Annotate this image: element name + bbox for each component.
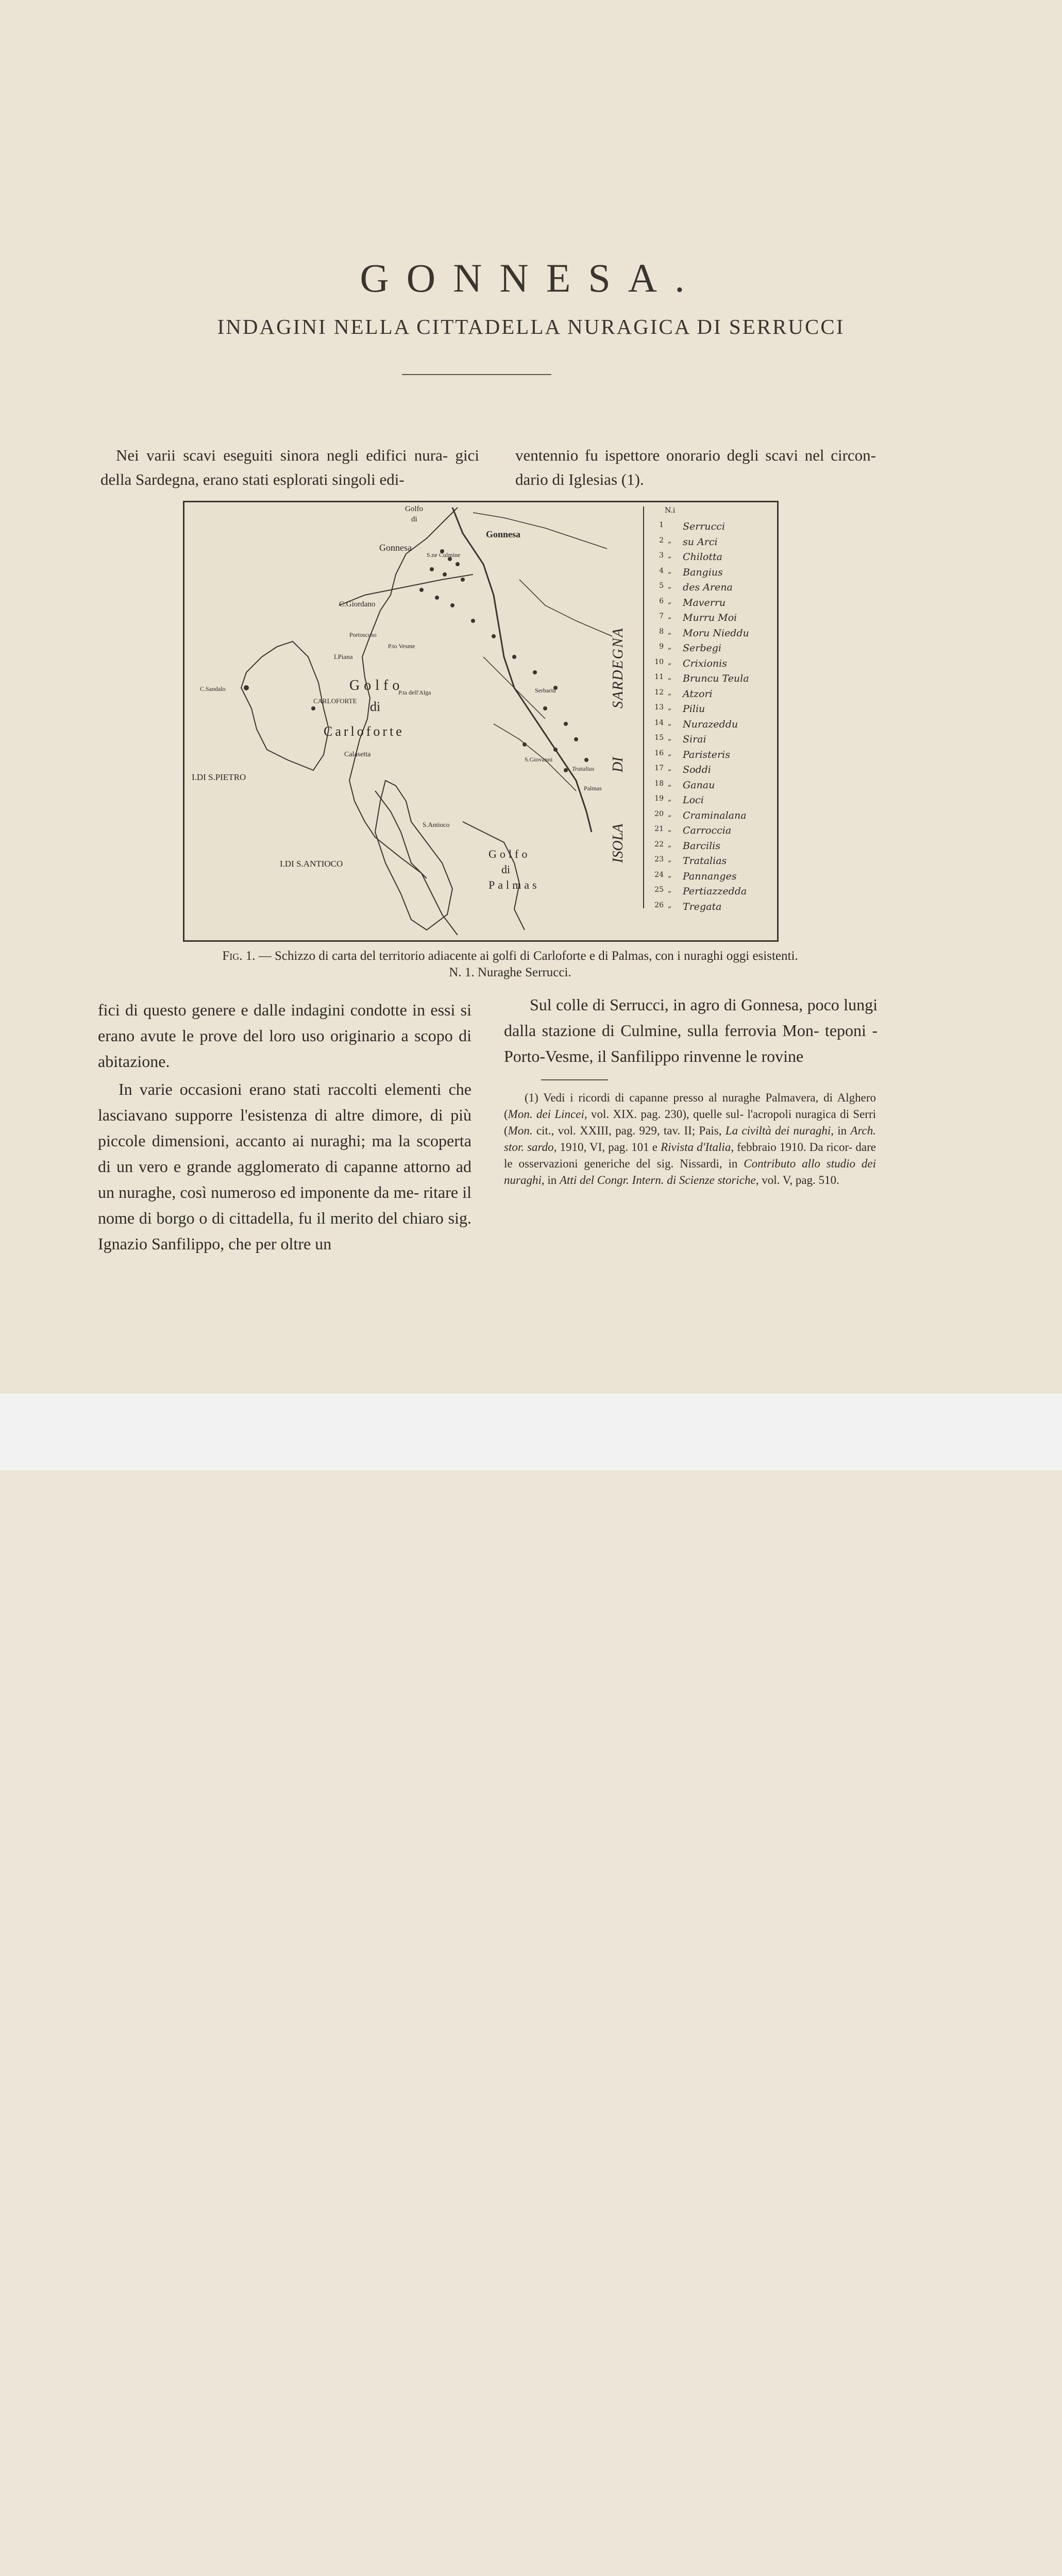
legend-ditto-mark: „	[668, 840, 672, 849]
legend-nuraghe-name: Pannanges	[683, 870, 737, 882]
legend-row	[644, 551, 773, 567]
legend-number: 16	[654, 749, 664, 757]
footnote-text-2: , vol. XIX. pag. 230), quelle sul- l'acropoli nuragica di Serri (	[504, 1108, 876, 1137]
legend-ditto-mark: „	[668, 825, 672, 833]
legend-ditto-mark: „	[668, 749, 672, 757]
legend-number: 14	[654, 718, 664, 727]
legend-number: 19	[654, 794, 664, 803]
body-paragraph-3: Sul colle di Serrucci, in agro di Gonnesa, poco lungi dalla stazione di Culmine, sulla ferrovia Mon- teponi - Porto-Vesme, il Sanfilippo rinvenne le rovine	[504, 995, 878, 1065]
legend-nuraghe-name: Maverru	[683, 597, 726, 608]
legend-number: 15	[654, 734, 664, 742]
map-label-isola-1: ISOLA	[610, 823, 626, 863]
caption-figure-label: Fig. 1.	[222, 949, 256, 963]
footnote-text-6: , febbraio 1910. Da ricor- dare le osservazioni generiche del sig. Nissardi, in	[504, 1141, 876, 1170]
legend-ditto-mark: „	[668, 536, 672, 545]
page-subtitle: INDAGINI NELLA CITTADELLA NURAGICA DI SERRUCCI	[217, 315, 845, 338]
legend-number: 12	[654, 688, 664, 697]
legend-number: 5	[659, 582, 664, 590]
legend-row	[644, 886, 773, 901]
legend-number: 2	[659, 536, 664, 545]
map-label-tratalias: Tratalias	[572, 765, 595, 772]
footnote-italic-2: Mon.	[508, 1124, 533, 1137]
legend-nuraghe-name: Piliu	[683, 703, 705, 715]
legend-number: 6	[659, 597, 664, 605]
map-label-s-antioco-town: S.Antioco	[423, 821, 450, 828]
map-label-golfo-palmas-2: di	[501, 863, 511, 876]
legend-row	[644, 582, 773, 597]
legend-number: 9	[659, 642, 664, 651]
legend-number: 3	[659, 551, 664, 560]
legend-nuraghe-name: Carroccia	[683, 825, 732, 836]
legend-row	[644, 658, 773, 673]
map-label-carloforte-town: CARLOFORTE	[313, 697, 357, 705]
legend-nuraghe-name: Moru Nieddu	[683, 627, 749, 639]
map-label-golfo-palmas-1: Golfo	[488, 848, 531, 860]
legend-number: 18	[654, 779, 664, 788]
legend-ditto-mark: „	[668, 627, 672, 636]
legend-number: 22	[654, 840, 664, 849]
legend-number: 11	[654, 673, 664, 681]
caption-line-2: N. 1. Nuraghe Serrucci.	[449, 965, 571, 979]
footnote-text-8: , vol. V, pag. 510.	[755, 1174, 839, 1187]
legend-row	[644, 703, 773, 719]
footnote-text-1: Vedi i ricordi di capanne presso al nuraghe Palmavera, di Alghero (	[504, 1091, 876, 1121]
map-label-golfo-carloforte-2: di	[370, 699, 381, 714]
legend-ditto-mark: „	[668, 582, 672, 590]
legend-nuraghe-name: Sirai	[683, 734, 706, 745]
intro-column-left	[100, 443, 479, 492]
legend-ditto-mark: „	[668, 855, 672, 863]
map-figure	[183, 501, 779, 942]
legend-row	[644, 749, 773, 765]
footnote	[504, 1090, 876, 1189]
nuraghi-legend	[643, 506, 776, 912]
legend-ditto-mark: „	[668, 901, 672, 909]
legend-number: 7	[659, 612, 664, 620]
legend-ditto-mark: „	[668, 673, 672, 681]
legend-header-row	[644, 506, 773, 522]
map-label-piana: I.Piana	[334, 653, 353, 660]
map-label-culmine: S.ne Culmine	[427, 551, 461, 558]
footnote-text-7: , in	[541, 1174, 560, 1187]
map-label-golfo-gonnesa-3: Gonnesa	[379, 543, 412, 553]
footnote-mark: (1)	[525, 1091, 538, 1104]
legend-nuraghe-name: Atzori	[683, 688, 713, 700]
legend-number: 21	[654, 825, 664, 833]
legend-ditto-mark: „	[668, 734, 672, 742]
legend-ditto-mark: „	[668, 642, 672, 651]
legend-nuraghe-name: Serbegi	[683, 642, 721, 654]
legend-ditto-mark: „	[668, 612, 672, 620]
legend-header: N.i	[665, 506, 676, 515]
map-label-vesme: P.to Vesme	[388, 642, 415, 650]
legend-nuraghe-name: Serrucci	[683, 521, 726, 532]
map-label-s-pietro: I.DI S.PIETRO	[192, 772, 246, 782]
legend-row	[644, 901, 773, 917]
legend-ditto-mark: „	[668, 566, 672, 575]
legend-nuraghe-name: Pertiazzedda	[683, 886, 747, 897]
legend-nuraghe-name: Chilotta	[683, 551, 722, 563]
legend-nuraghe-name: Barcilis	[683, 840, 720, 852]
legend-ditto-mark: „	[668, 809, 672, 818]
legend-nuraghe-name: des Arena	[683, 582, 733, 593]
legend-row	[644, 628, 773, 643]
legend-number: 4	[659, 566, 664, 575]
legend-ditto-mark: „	[668, 597, 672, 605]
footnote-italic-5: Rivista d'Italia	[661, 1141, 731, 1154]
legend-row	[644, 764, 773, 779]
legend-nuraghe-name: Bruncu Teula	[683, 673, 749, 684]
legend-row	[644, 612, 773, 628]
legend-number: 1	[659, 521, 664, 529]
legend-nuraghe-name: Paristeris	[683, 749, 730, 760]
legend-nuraghe-name: Ganau	[683, 779, 715, 791]
legend-nuraghe-name: su Arci	[683, 536, 718, 548]
legend-ditto-mark: „	[668, 703, 672, 711]
map-label-sardegna: SARDEGNA	[610, 627, 626, 708]
map-label-golfo-palmas-3: Palmas	[488, 878, 540, 891]
body-column-right	[504, 992, 878, 1069]
legend-row	[644, 673, 773, 688]
map-label-palmas: Palmas	[584, 785, 602, 792]
intro-column-right	[515, 443, 876, 492]
legend-nuraghe-name: Nurazeddu	[683, 718, 738, 730]
footnote-italic-1: Mon. dei Lincei	[508, 1108, 584, 1121]
body-paragraph-2: In varie occasioni erano stati raccolti elementi che lasciavano supporre l'esistenza di altre dimore, di più piccole dimensioni, accanto ai nuraghi; ma la scoperta di un vero e grande agglomerato di capanne attorno ad un nuraghe, così numeroso ed imponente da me- ritare il nome di borgo o di cittadella, fu il merito del chiaro sig. Ignazio Sanfilippo, che per oltre un	[98, 1080, 471, 1253]
legend-row	[644, 871, 773, 886]
map-label-golfo-gonnesa-2: di	[411, 515, 417, 523]
map-label-golfo-carloforte-1: Golfo	[349, 677, 404, 693]
legend-number: 10	[654, 657, 664, 666]
map-label-giovanni: S.Giovanni	[525, 756, 553, 763]
caption-line-1	[124, 948, 897, 964]
legend-row	[644, 642, 773, 658]
legend-number: 26	[654, 901, 664, 909]
legend-row	[644, 567, 773, 582]
legend-row	[644, 794, 773, 810]
legend-number: 13	[654, 703, 664, 711]
legend-ditto-mark: „	[668, 870, 672, 879]
footnote-italic-7: Atti del Congr. Intern. di Scienze storiche	[559, 1174, 756, 1187]
legend-ditto-mark: „	[668, 551, 672, 560]
legend-row	[644, 719, 773, 734]
intro-paragraph-left: Nei varii scavi eseguiti sinora negli edifici nura- gici della Sardegna, erano stati esplorati singoli edi-	[100, 446, 479, 488]
map-label-serbariu: Serbariu	[535, 687, 556, 694]
legend-nuraghe-name: Tratalias	[683, 855, 727, 867]
footnote-italic-4: Arch. stor. sardo	[504, 1124, 876, 1154]
intro-paragraph-right: ventennio fu ispettore onorario degli scavi nel circon- dario di Iglesias (1).	[515, 446, 876, 488]
legend-row	[644, 840, 773, 856]
legend-ditto-mark: „	[668, 688, 672, 697]
page-title: GONNESA.	[360, 256, 702, 300]
legend-ditto-mark: „	[668, 657, 672, 666]
figure-caption	[124, 948, 897, 981]
legend-number: 25	[654, 886, 664, 894]
legend-ditto-mark: „	[668, 779, 672, 788]
legend-row	[644, 597, 773, 613]
footnote-italic-6: Contributo allo studio dei nuraghi	[504, 1157, 876, 1187]
legend-row	[644, 521, 773, 536]
legend-number: 23	[654, 855, 664, 863]
footnote-italic-3: La civiltà dei nuraghi	[725, 1124, 831, 1137]
footnote-text-3: cit., vol. XXIII, pag. 929, tav. II; Pais,	[532, 1124, 726, 1137]
legend-row	[644, 688, 773, 704]
legend-row	[644, 825, 773, 840]
legend-number: 24	[654, 870, 664, 879]
legend-number: 8	[659, 627, 664, 636]
legend-ditto-mark: „	[668, 718, 672, 727]
map-label-isola-2: DI	[610, 757, 626, 772]
map-label-alga: P.ta dell'Alga	[398, 689, 431, 696]
legend-nuraghe-name: Craminalana	[683, 809, 747, 821]
body-column-left	[98, 997, 471, 1257]
legend-ditto-mark: „	[668, 886, 672, 894]
title-rule	[402, 374, 551, 375]
legend-row	[644, 536, 773, 552]
map-label-calasetta: Calasetta	[344, 751, 371, 758]
legend-nuraghe-name: Crixionis	[683, 657, 727, 669]
map-label-golfo-gonnesa-1: Golfo	[405, 505, 423, 513]
legend-nuraghe-name: Soddi	[683, 764, 711, 775]
map-label-golfo-carloforte-3: Carloforte	[324, 724, 404, 739]
footnote-text-4: , in	[831, 1124, 851, 1137]
map-label-s-antioco-island: I.DI S.ANTIOCO	[280, 859, 343, 869]
legend-nuraghe-name: Tregata	[683, 901, 722, 912]
legend-row	[644, 779, 773, 795]
map-label-portoscuso: Portoscuso	[349, 631, 377, 638]
footnote-rule	[541, 1079, 608, 1080]
legend-row	[644, 734, 773, 749]
legend-number: 20	[654, 809, 664, 818]
legend-ditto-mark: „	[668, 794, 672, 803]
map-label-sandalo: C.Sandalo	[200, 685, 226, 692]
legend-nuraghe-name: Loci	[683, 794, 704, 806]
legend-row	[644, 810, 773, 825]
legend-nuraghe-name: Murru Moi	[683, 612, 737, 623]
map-drawing	[184, 502, 640, 935]
footer-bar	[0, 1394, 1062, 1470]
legend-nuraghe-name: Bangius	[683, 566, 723, 578]
legend-ditto-mark: „	[668, 764, 672, 772]
legend-row	[644, 855, 773, 871]
legend-number: 17	[654, 764, 664, 772]
body-paragraph-1: fici di questo genere e dalle indagini condotte in essi si erano avute le prove del loro uso originario a scopo di abitazione.	[98, 1001, 471, 1071]
caption-text: — Schizzo di carta del territorio adiacente ai golfi di Carloforte e di Palmas, con i nuraghi oggi esistenti.	[258, 949, 798, 963]
map-label-giordano: C.Giordano	[339, 600, 376, 608]
footnote-text-5: , 1910, VI, pag. 101 e	[553, 1141, 661, 1154]
map-label-gonnesa: Gonnesa	[486, 529, 521, 539]
